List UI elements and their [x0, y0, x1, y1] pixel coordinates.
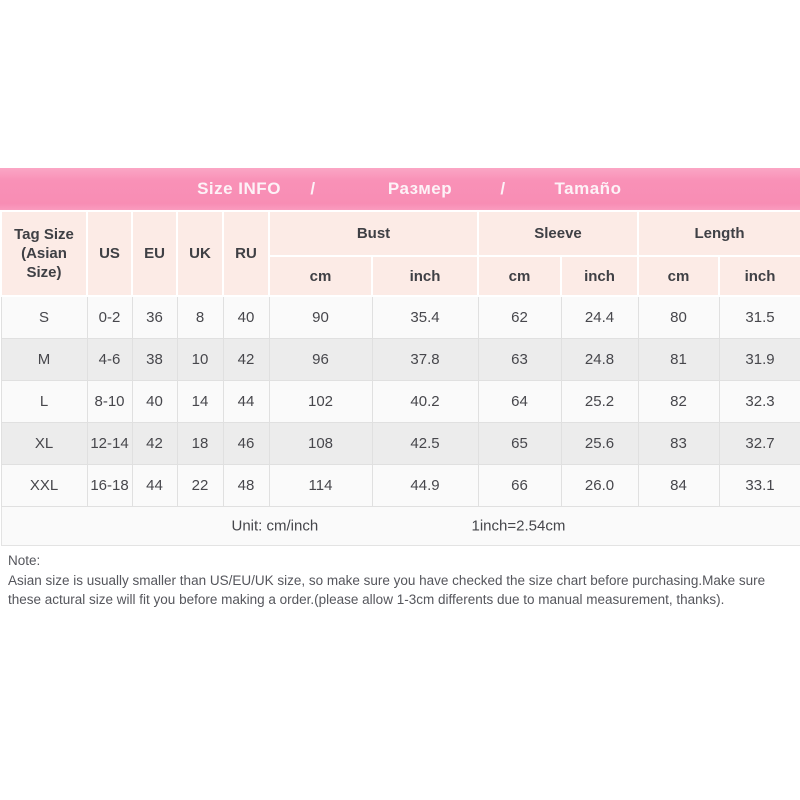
- table-cell: 40: [223, 296, 269, 339]
- table-cell: 16-18: [87, 465, 132, 507]
- banner-separator: /: [310, 179, 316, 198]
- table-row-xxl: [1, 465, 800, 507]
- header-ru: RU: [223, 211, 269, 296]
- table-cell: 102: [269, 381, 372, 423]
- table-cell: 18: [177, 423, 223, 465]
- table-cell: 26.0: [561, 465, 638, 507]
- table-cell: 31.5: [719, 296, 800, 339]
- table-cell: 62: [478, 296, 561, 339]
- header-sleeve-cm: cm: [478, 256, 561, 296]
- header-length: Length: [638, 211, 800, 256]
- table-cell: 38: [132, 339, 177, 381]
- table-row-l: [1, 381, 800, 423]
- title-banner: [0, 168, 800, 210]
- table-cell: 48: [223, 465, 269, 507]
- table-cell: 44.9: [372, 465, 478, 507]
- table-cell: 8-10: [87, 381, 132, 423]
- table-cell: 24.8: [561, 339, 638, 381]
- table-cell: 0-2: [87, 296, 132, 339]
- table-cell: 12-14: [87, 423, 132, 465]
- banner-separator: /: [500, 179, 506, 198]
- table-cell: 96: [269, 339, 372, 381]
- header-bust: Bust: [269, 211, 478, 256]
- table-cell: 44: [132, 465, 177, 507]
- header-bust-cm: cm: [269, 256, 372, 296]
- table-cell: 83: [638, 423, 719, 465]
- row-size-label: XL: [1, 423, 87, 465]
- table-cell: 4-6: [87, 339, 132, 381]
- header-tag-size-line2: (Asian Size): [21, 245, 67, 281]
- table-cell: 31.9: [719, 339, 800, 381]
- table-cell: 82: [638, 381, 719, 423]
- header-sleeve: Sleeve: [478, 211, 638, 256]
- table-cell: 14: [177, 381, 223, 423]
- banner-title-ru: Размер: [387, 179, 453, 198]
- header-uk: UK: [177, 211, 223, 296]
- table-cell: 46: [223, 423, 269, 465]
- header-tag-size: [1, 211, 87, 296]
- table-cell: 25.6: [561, 423, 638, 465]
- table-cell: 84: [638, 465, 719, 507]
- table-footer-cell: [1, 507, 800, 546]
- table-row-xl: [1, 423, 800, 465]
- unit-label: Unit: cm/inch: [231, 517, 319, 535]
- table-cell: 35.4: [372, 296, 478, 339]
- table-cell: 8: [177, 296, 223, 339]
- table-cell: 80: [638, 296, 719, 339]
- table-cell: 44: [223, 381, 269, 423]
- table-cell: 42: [223, 339, 269, 381]
- table-cell: 37.8: [372, 339, 478, 381]
- table-cell: 40: [132, 381, 177, 423]
- table-cell: 24.4: [561, 296, 638, 339]
- header-us: US: [87, 211, 132, 296]
- table-cell: 25.2: [561, 381, 638, 423]
- header-bust-inch: inch: [372, 256, 478, 296]
- header-length-cm: cm: [638, 256, 719, 296]
- row-size-label: XXL: [1, 465, 87, 507]
- header-group-row: [1, 211, 800, 256]
- table-cell: 10: [177, 339, 223, 381]
- table-footer-row: [1, 507, 800, 546]
- table-cell: 81: [638, 339, 719, 381]
- note-line2: these actural size will fit you before making a order.(please allow 1-3cm differents due to manual measurement, thanks).: [8, 592, 725, 607]
- note-block: [8, 551, 798, 610]
- table-cell: 63: [478, 339, 561, 381]
- note-label: Note:: [8, 553, 41, 568]
- table-cell: 90: [269, 296, 372, 339]
- table-cell: 42: [132, 423, 177, 465]
- table-cell: 108: [269, 423, 372, 465]
- row-size-label: L: [1, 381, 87, 423]
- size-chart-table: [0, 210, 800, 546]
- row-size-label: M: [1, 339, 87, 381]
- conversion-label: 1inch=2.54cm: [471, 517, 566, 535]
- table-cell: 32.7: [719, 423, 800, 465]
- table-cell: 40.2: [372, 381, 478, 423]
- header-sleeve-inch: inch: [561, 256, 638, 296]
- table-cell: 42.5: [372, 423, 478, 465]
- row-size-label: S: [1, 296, 87, 339]
- table-cell: 33.1: [719, 465, 800, 507]
- table-cell: 36: [132, 296, 177, 339]
- banner-title-en: Size INFO: [197, 179, 281, 198]
- header-tag-size-line1: Tag Size: [14, 226, 74, 243]
- table-row-s: [1, 296, 800, 339]
- table-cell: 66: [478, 465, 561, 507]
- table-cell: 65: [478, 423, 561, 465]
- note-line1: Asian size is usually smaller than US/EU/UK size, so make sure you have checked the size chart before purchasing.Make sure: [8, 572, 766, 588]
- header-eu: EU: [132, 211, 177, 296]
- table-row-m: [1, 339, 800, 381]
- table-cell: 64: [478, 381, 561, 423]
- header-length-inch: inch: [719, 256, 800, 296]
- table-cell: 114: [269, 465, 372, 507]
- banner-title-es: Tamaño: [554, 179, 622, 198]
- table-cell: 32.3: [719, 381, 800, 423]
- table-cell: 22: [177, 465, 223, 507]
